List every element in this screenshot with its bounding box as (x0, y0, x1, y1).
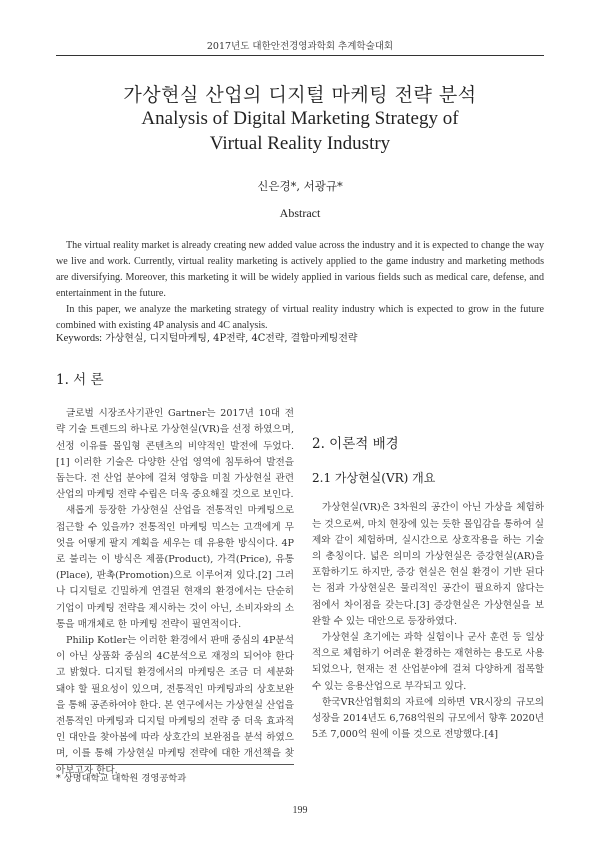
section-2-1-paragraph-3: 한국VR산업협회의 자료에 의하면 VR시장의 규모의 성장을 2014년도 6,768억원의 규모에서 향후 2020년 5조 7,000억 원에 이를 것으로 전망했다.[4] (312, 696, 544, 741)
abstract-heading: Abstract (279, 206, 321, 220)
keywords-label: Keywords: (56, 333, 103, 344)
section-1-paragraph-3: Philip Kotler는 이러한 환경에서 판매 중심의 4P분석이 아닌 상품화 중심의 4C분석으로 재정의 되어야 한다고 밝혔다. 디지털 환경에서의 마케팅은 조금 더 세분화 돼야 할 필요성이 있으며, 전통적인 마케팅과의 상호보완을 통해 공존하여야 한다. 본 연구에서는 가상현실 산업을 전통적인 마케팅과 디지털 마케팅의 전략 중 더욱 효과적인 대안을 찾아봄에 따라 상호간의 보완점을 분석 하였으며, 이를 통해 가상현실 마케팅 전략에 대한 개선책을 찾아보고자 한다. (56, 635, 294, 776)
section-1-paragraph-1: 글로벌 시장조사기관인 Gartner는 2017년 10대 전략 기술 트렌드의 하나로 가상현실(VR)을 선정 하였으며, 선정 이유를 몰입형 콘텐츠의 비약적인 발전에 두었다.[1] 이러한 기술은 다양한 산업 영역에 침투하여 발전을 돕는다. 전 산업 분야에 걸쳐 영향을 미칠 가상현실 관련 산업의 마케팅 전략 수립은 더욱 중요해질 것으로 보인다. (56, 408, 294, 501)
title-english-line-1: Analysis of Digital Marketing Strategy of (141, 108, 459, 129)
column-continuation-spacer (312, 366, 544, 430)
section-1-heading: 1. 서 론 (56, 372, 104, 388)
section-2-1-heading: 2.1 가상현실(VR) 개요 (312, 471, 436, 486)
section-1-paragraph-2: 새롭게 등장한 가상현실 산업을 전통적인 마케팅으로 접근할 수 있을까? 전통적인 마케팅 믹스는 고객에게 무엇을 어떻게 팔지 계획을 세우는 데 유용한 방식이다. 4P로 불리는 이 방식은 제품(Product), 가격(Price), 유통(Place), 판촉(Promotion)으로 이루어져 있다.[2] 그러나 디지털로 긴밀하게 연결된 현재의 환경에서는 단순히 기업이 마케팅 전략을 제시하는 것이 아닌, 소비자와의 소통을 매개체로 한 마케팅 전략이 필연적이다. (56, 505, 294, 630)
section-2-1-paragraph-1: 가상현실(VR)은 3차원의 공간이 아닌 가상을 체험하는 것으로써, 마치 현장에 있는 듯한 몰입감을 통하여 실제와 같이 체험하며, 실시간으로 상호작용을 하는 기술의 총칭이다. 넓은 의미의 가상현실은 증강현실(AR)을 포함하기도 하지만, 증강 현실은 현실 환경이 기반 된다는 점과 가상현실은 물리적인 공간이 필요하지 않다는 점에서 차이점을 갖는다.[3] 증강현실은 가상현실을 보완할 수 있는 대안으로 등장하였다. (312, 502, 544, 627)
abstract-paragraph-2: In this paper, we analyze the marketing strategy of virtual reality industry which is expected to grow in the future combined with existing 4P analysis and 4C analysis. (56, 303, 544, 331)
footnote: * 상명대학교 대학원 경영공학과 (56, 773, 187, 784)
body-column-left (56, 366, 294, 779)
keywords-list: 가상현실, 디지털마케팅, 4P전략, 4C전략, 결합마케팅전략 (102, 333, 358, 344)
running-head: 2017년도 대한안전경영과학회 추계학술대회 (206, 41, 394, 52)
abstract-body (56, 238, 544, 333)
section-2-heading: 2. 이론적 배경 (312, 436, 399, 452)
page-number: 199 (292, 805, 308, 816)
authors: 신은경*, 서광규* (257, 179, 343, 193)
footnote-rule (56, 764, 294, 765)
section-2-1-paragraph-2: 가상현실 초기에는 과학 실험이나 군사 훈련 등 일상적으로 체험하기 어려운 환경하는 재현하는 용도로 사용되었으나, 현재는 전 산업분야에 걸쳐 다양하게 접목할 수 있는 응용산업으로 부각되고 있다. (312, 632, 544, 692)
title-english (0, 106, 600, 156)
body-column-right (312, 366, 544, 743)
abstract-paragraph-1: The virtual reality market is already creating new added value across the industry and it is expected to change the way we live and work. Currently, virtual reality marketing is actively applied to the game industry and marketing methods are diversifying. Moreover, this marketing it will be widely applied in various fields such as medical care, defense, and entertainment in the future. (56, 240, 544, 299)
header-rule (56, 55, 544, 56)
title-korean: 가상현실 산업의 디지털 마케팅 전략 분석 (123, 84, 477, 106)
keywords (56, 330, 544, 344)
title-english-line-2: Virtual Reality Industry (209, 133, 391, 154)
